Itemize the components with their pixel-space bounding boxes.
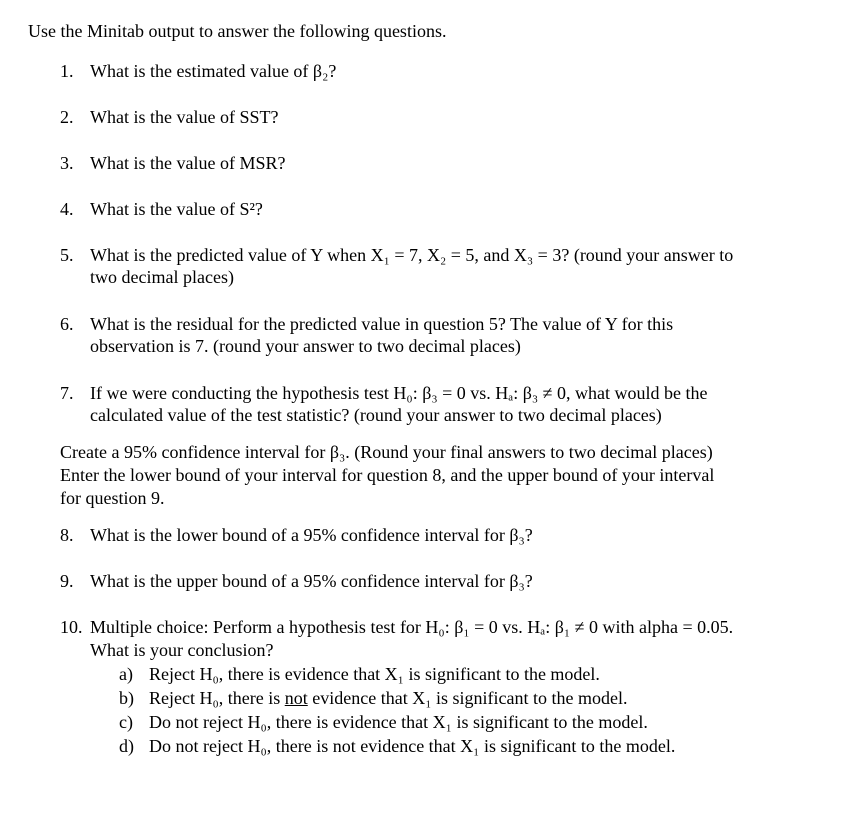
question-text: What is the upper bound of a 95% confidence interval for β₃? [90,571,533,591]
question-3 [60,152,285,174]
ci-instructions-line2: Enter the lower bound of your interval for question 8, and the upper bound of your interval [60,465,715,485]
question-text: What is the value of SST? [90,107,279,127]
question-text: What is the value of MSR? [90,153,286,173]
question-number: 5. [60,245,74,265]
option-text: Do not reject H₀, there is not evidence that X₁ is significant to the model. [149,736,676,756]
question-number: 7. [60,383,74,403]
question-1 [60,60,336,82]
question-9 [60,570,533,592]
question-number: 1. [60,61,74,81]
question-text-line1: What is the predicted value of Y when X₁ = 7, X₂ = 5, and X₃ = 3? (round your answer to [90,245,734,265]
question-text-line1: Multiple choice: Perform a hypothesis test for H₀: β₁ = 0 vs. Hₐ: β₁ ≠ 0 with alpha = 0.05. [90,617,734,637]
option-letter: d) [119,736,134,756]
question-7-continued: calculated value of the test statistic? (round your answer to two decimal places) [90,405,662,425]
question-text: What is the estimated value of β₂? [90,61,337,81]
question-text-line1: What is the residual for the predicted value in question 5? The value of Y for this [90,314,674,334]
question-number: 4. [60,199,74,219]
question-text: What is the lower bound of a 95% confidence interval for β₃? [90,525,533,545]
option-b [119,687,627,709]
question-8 [60,524,533,546]
option-text-post: evidence that X₁ is significant to the model. [307,688,628,708]
ci-instructions-line1: Create a 95% confidence interval for β₃. (Round your final answers to two decimal places) [60,442,713,462]
question-10-continued: What is your conclusion? [90,640,274,660]
question-number: 9. [60,571,74,591]
option-text-underlined: not [284,688,308,708]
question-2 [60,106,278,128]
option-c [119,711,648,733]
option-letter: c) [119,712,133,732]
intro-text: Use the Minitab output to answer the following questions. [28,21,447,41]
question-5-continued: two decimal places) [90,267,234,287]
question-number: 3. [60,153,74,173]
question-number: 10. [60,617,83,637]
ci-instructions-line3: for question 9. [60,488,165,508]
question-4 [60,198,263,220]
question-5 [60,244,733,266]
option-letter: a) [119,664,133,684]
question-number: 6. [60,314,74,334]
option-text: Do not reject H₀, there is evidence that X₁ is significant to the model. [149,712,648,732]
question-number: 2. [60,107,74,127]
option-text: Reject H₀, there is evidence that X₁ is significant to the model. [149,664,600,684]
option-text-pre: Reject H₀, there is [149,688,285,708]
option-d [119,735,675,757]
question-10 [60,616,733,638]
question-number: 8. [60,525,74,545]
option-letter: b) [119,688,134,708]
option-a [119,663,600,685]
question-text-line1: If we were conducting the hypothesis test H₀: β₃ = 0 vs. Hₐ: β₃ ≠ 0, what would be the [90,383,708,403]
question-6-continued: observation is 7. (round your answer to two decimal places) [90,336,521,356]
question-text: What is the value of S²? [90,199,263,219]
question-6 [60,313,673,335]
question-7 [60,382,707,404]
